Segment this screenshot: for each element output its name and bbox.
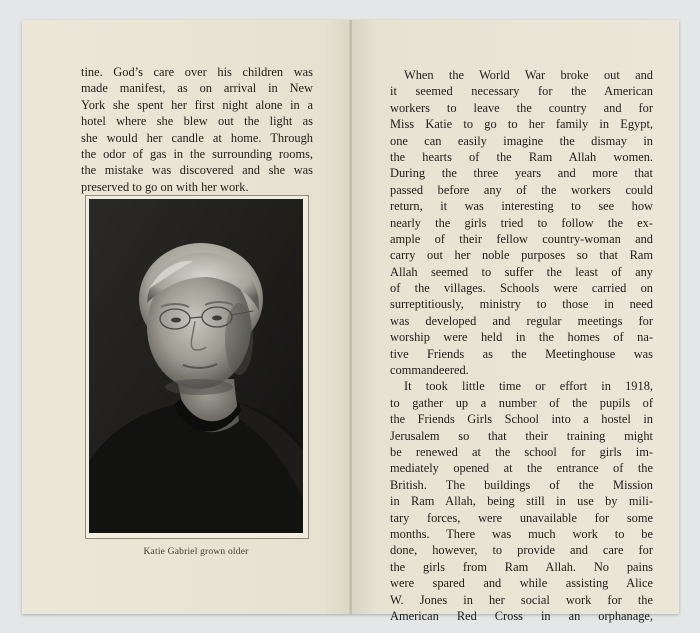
text-line: were spared and while assisting Alice — [390, 576, 653, 591]
text-line: the odor of gas in the surrounding rooms, — [81, 146, 313, 161]
text-line: W. Jones in her social work for the — [390, 592, 653, 607]
text-line: the girls from Ram Allah. No pains — [390, 559, 653, 574]
text-line: she would her candle at home. Through — [81, 130, 313, 145]
text-line: return, it was interesting to see how — [390, 199, 653, 214]
right-page — [352, 20, 679, 623]
right-page-text — [390, 67, 653, 624]
text-line: made manifest, as on arrival in New — [81, 81, 313, 96]
text-line: Miss Katie to go to her family in Egypt, — [390, 117, 653, 132]
text-line: the Friends Girls School into a hostel in — [390, 412, 653, 427]
text-line: tine. God’s care over his children was — [81, 65, 313, 79]
text-line: one can easily imagine the dismay in — [390, 133, 653, 148]
text-line: commandeered. — [390, 363, 469, 378]
text-line: British. The buildings of the Mission — [390, 477, 653, 492]
text-line: in Ram Allah, being still in use by mili- — [390, 494, 653, 509]
left-page — [22, 20, 350, 614]
text-line: months. There was much work to be — [390, 526, 653, 541]
text-line: be renewed at the school for girls im- — [390, 444, 653, 459]
text-line: worship were held in the homes of na- — [390, 330, 653, 345]
text-line: tive Friends as the Meetinghouse was — [390, 346, 653, 361]
left-page-text — [81, 64, 313, 195]
text-line: York she spent her first night alone in a — [81, 97, 313, 112]
text-line: passed before any of the workers could — [390, 182, 653, 197]
text-line: to gather up a number of the pupils of — [390, 395, 653, 410]
text-line: of the villages. Schools were carried on — [390, 281, 653, 296]
text-line: was developed and regular meetings for — [390, 313, 653, 328]
portrait-image — [89, 199, 303, 533]
text-line: mediately opened at the entrance of the — [390, 461, 653, 476]
portrait-photo — [89, 199, 303, 533]
text-line: tary forces, were unavailable for some — [390, 510, 653, 525]
text-line: it seemed necessary for the American — [390, 84, 653, 99]
text-line: ample of their fellow country-woman and — [390, 231, 653, 246]
text-line: done, however, to provide and care for — [390, 543, 653, 558]
text-line: It took little time or effort in 1918, — [404, 379, 653, 394]
text-line: carry out her noble purposes so that Ram — [390, 248, 653, 263]
text-line: nearly the girls tried to follow the ex- — [390, 215, 653, 230]
text-line: Jerusalem so that their training might — [390, 428, 653, 443]
text-line: American Red Cross in an orphanage, — [390, 608, 653, 623]
text-line: preserved to go on with her work. — [81, 179, 249, 194]
text-line: the mistake was discovered and she was — [81, 163, 313, 178]
text-line: hotel where she blew out the light as — [81, 114, 313, 129]
text-line: the hearts of the Ram Allah women. — [390, 149, 653, 164]
portrait-photo-frame — [85, 195, 309, 539]
text-line: During the three years and more that — [390, 166, 653, 181]
text-line: When the World War broke out and — [404, 68, 653, 82]
text-line: Allah seemed to suffer the least of any — [390, 264, 653, 279]
photo-caption: Katie Gabriel grown older — [143, 547, 249, 557]
text-line: workers to leave the country and for — [390, 100, 653, 115]
booklet-spread — [22, 20, 679, 623]
text-line: surreptitiously, ministry to those in need — [390, 297, 653, 312]
